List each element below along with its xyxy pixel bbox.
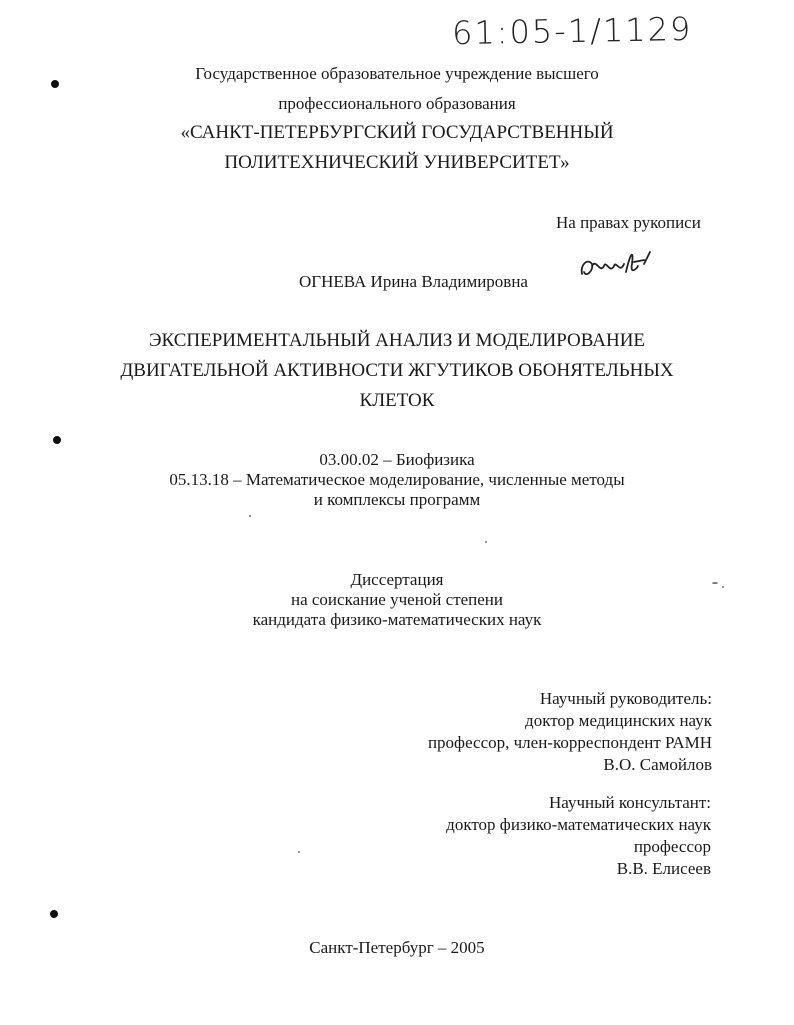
scan-speck [249,515,251,517]
supervisor-block [428,688,712,776]
scan-speck [298,851,300,853]
institution-line-2: профессионального образования [278,94,516,113]
university-name-line-1: «САНКТ-ПЕТЕРБУРГСКИЙ ГОСУДАРСТВЕННЫЙ [180,122,614,143]
university-name-line-2: ПОЛИТЕХНИЧЕСКИЙ УНИВЕРСИТЕТ» [224,152,570,173]
scan-speck [485,541,487,543]
supervisor-label: Научный руководитель: [539,689,712,708]
degree-line-1: Диссертация [350,570,444,589]
punch-hole-mark-middle [53,436,61,444]
consultant-degree: доктор физико-математических наук [446,815,711,834]
dissertation-title-line-1: ЭКСПЕРИМЕНТАЛЬНЫЙ АНАЛИЗ И МОДЕЛИРОВАНИЕ [148,330,646,351]
author-name: ОГНЕВА Ирина Владимировна [299,272,528,291]
dissertation-title-line-3: КЛЕТОК [359,390,435,411]
consultant-title: профессор [633,837,711,856]
supervisor-title: профессор, член-корреспондент РАМН [427,733,712,752]
city-year: Санкт-Петербург – 2005 [309,938,485,957]
supervisor-name: В.О. Самойлов [603,755,712,774]
specialty-2: 05.13.18 – Математическое моделирование, численные методы [169,470,625,489]
consultant-block [446,792,711,880]
institution-line-1: Государственное образовательное учреждение высшего [195,64,599,83]
manuscript-rights-note: На правах рукописи [556,213,701,232]
punch-hole-mark-bottom [50,910,58,918]
author-signature [578,244,658,284]
dissertation-title-line-2: ДВИГАТЕЛЬНОЙ АКТИВНОСТИ ЖГУТИКОВ ОБОНЯТЕЛЬНЫХ [120,360,674,381]
specialty-2-continued: и комплексы программ [313,490,481,509]
degree-line-3: кандидата физико-математических наук [252,610,542,629]
specialty-1: 03.00.02 – Биофизика [319,450,475,469]
archive-number: 61:05-1/1129 [451,9,693,53]
supervisor-degree: доктор медицинских наук [525,711,712,730]
degree-line-2: на соискание ученой степени [290,590,504,609]
consultant-name: В.В. Елисеев [616,859,711,878]
consultant-label: Научный консультант: [549,793,711,812]
